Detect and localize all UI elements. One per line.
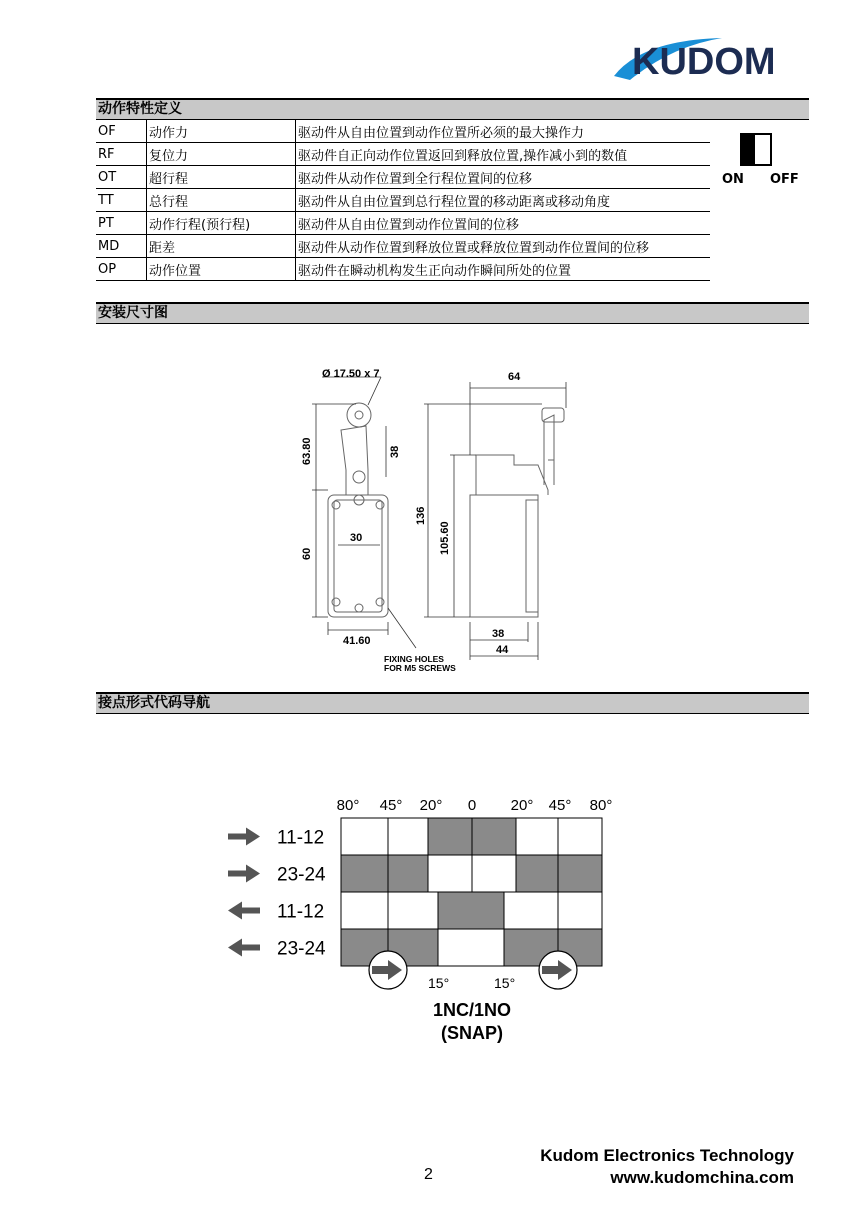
arrow-left-icon — [228, 902, 260, 920]
definition-name: 复位力 — [147, 143, 296, 166]
contact-cell — [558, 818, 602, 855]
definition-row — [96, 143, 710, 166]
definition-code: OT — [96, 166, 147, 189]
definition-row — [96, 166, 710, 189]
snap-arrow-left-icon — [369, 951, 407, 989]
caption-contact-type: 1NC/1NO — [432, 1000, 512, 1020]
definition-code: RF — [96, 143, 147, 166]
contact-row-label: 23-24 — [277, 864, 326, 886]
contact-cell — [428, 818, 472, 855]
snap-arrow-right-icon — [539, 951, 577, 989]
dim-38-horizontal: 38 — [492, 628, 505, 640]
contact-cell — [388, 855, 428, 892]
contact-cell — [341, 818, 388, 855]
dim-41-60: 41.60 — [343, 635, 371, 647]
toggle-off-label: OFF — [770, 172, 799, 187]
dimension-drawing — [286, 360, 586, 680]
toggle-switch-legend — [722, 128, 812, 188]
arrow-right-icon — [228, 828, 260, 846]
definition-row — [96, 212, 710, 235]
footer-website: www.kudomchina.com — [610, 1168, 794, 1187]
definition-name: 超行程 — [147, 166, 296, 189]
angle-label: 20° — [510, 797, 534, 814]
footer — [540, 1145, 794, 1189]
arrow-right-icon — [228, 865, 260, 883]
contact-diagram — [220, 790, 640, 1050]
dim-30: 30 — [350, 532, 363, 544]
contact-row-label: 11-12 — [277, 901, 325, 923]
definition-code: MD — [96, 235, 147, 258]
definition-name: 总行程 — [147, 189, 296, 212]
section-title-action-characteristics: 动作特性定义 — [96, 98, 809, 120]
contact-cell — [558, 892, 602, 929]
contact-row-label: 23-24 — [277, 938, 326, 960]
dim-64: 64 — [508, 371, 521, 383]
dim-roller: Ø 17.50 x 7 — [322, 368, 380, 380]
bottom-angle-left: 15° — [428, 975, 450, 991]
definition-desc: 驱动件从自由位置到动作位置所必须的最大操作力 — [296, 120, 711, 143]
footer-company: Kudom Electronics Technology — [540, 1146, 794, 1165]
contact-cell — [558, 855, 602, 892]
arrow-left-icon — [228, 939, 260, 957]
kudom-logo — [612, 28, 802, 88]
section-title-mounting-dimensions: 安装尺寸图 — [96, 302, 809, 324]
definition-desc: 驱动件在瞬动机构发生正向动作瞬间所处的位置 — [296, 258, 711, 281]
dim-63-80: 63.80 — [301, 437, 313, 465]
angle-label: 45° — [548, 797, 572, 814]
contact-cell — [516, 855, 558, 892]
dim-60: 60 — [301, 547, 313, 560]
page-number: 2 — [424, 1166, 433, 1183]
side-view — [470, 408, 564, 617]
definition-row — [96, 189, 710, 212]
angle-label: 45° — [379, 797, 403, 814]
dim-105-60: 105.60 — [439, 521, 451, 555]
definition-name: 动作位置 — [147, 258, 296, 281]
definition-name: 距差 — [147, 235, 296, 258]
definition-row — [96, 120, 710, 143]
contact-cell — [388, 892, 438, 929]
contact-cell — [341, 855, 388, 892]
definition-desc: 驱动件从自由位置到动作位置间的位移 — [296, 212, 711, 235]
dim-38-vertical: 38 — [389, 445, 401, 458]
angle-label: 0 — [467, 797, 477, 814]
angle-label: 20° — [419, 797, 443, 814]
contact-cell — [504, 892, 558, 929]
section-title-contact-code-navigation: 接点形式代码导航 — [96, 692, 809, 714]
definitions-table — [96, 120, 710, 281]
toggle-switch-icon — [740, 133, 772, 166]
contact-cell — [428, 855, 472, 892]
angle-label: 80° — [336, 797, 360, 814]
definition-row — [96, 258, 710, 281]
definition-name: 动作力 — [147, 120, 296, 143]
definition-code: OP — [96, 258, 147, 281]
logo-text: KUDOM — [632, 41, 776, 83]
contact-cell — [438, 892, 504, 929]
dim-136: 136 — [415, 506, 427, 525]
front-view — [328, 403, 388, 617]
caption-snap: (SNAP) — [441, 1023, 503, 1043]
definition-desc: 驱动件从自由位置到总行程位置的移动距离或移动角度 — [296, 189, 711, 212]
contact-cell — [516, 818, 558, 855]
definition-desc: 驱动件从动作位置到释放位置或释放位置到动作位置间的位移 — [296, 235, 711, 258]
definition-code: TT — [96, 189, 147, 212]
contact-cell — [341, 892, 388, 929]
contact-cell — [472, 818, 516, 855]
contact-cell — [388, 818, 428, 855]
contact-cell — [438, 929, 504, 966]
contact-cell — [472, 855, 516, 892]
toggle-on-label: ON — [722, 172, 744, 187]
fixing-holes-screws-label: FOR M5 SCREWS — [384, 663, 456, 673]
definition-code: PT — [96, 212, 147, 235]
angle-label: 80° — [589, 797, 613, 814]
fixing-holes-label: FIXING HOLES — [384, 654, 444, 664]
bottom-angle-right: 15° — [494, 975, 516, 991]
definition-name: 动作行程(预行程) — [147, 212, 296, 235]
contact-row-label: 11-12 — [277, 827, 325, 849]
definition-desc: 驱动件从动作位置到全行程位置间的位移 — [296, 166, 711, 189]
definition-code: OF — [96, 120, 147, 143]
dim-44: 44 — [496, 644, 509, 656]
definition-desc: 驱动件自正向动作位置返回到释放位置,操作减小到的数值 — [296, 143, 711, 166]
definition-row — [96, 235, 710, 258]
